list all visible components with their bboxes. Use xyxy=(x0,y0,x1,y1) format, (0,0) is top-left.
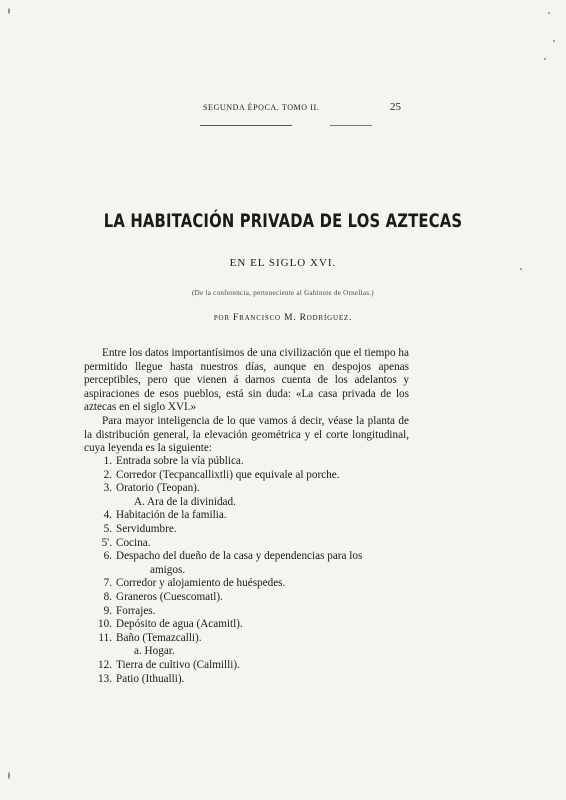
legend-text: a. Hogar. xyxy=(134,645,175,658)
legend-text: Cocina. xyxy=(116,536,151,549)
legend-text: Corredor y alojamiento de huéspedes. xyxy=(116,577,286,590)
article-author: por Francisco M. Rodríguez. xyxy=(213,313,353,323)
legend-number: 8. xyxy=(103,591,112,603)
legend-number: 5. xyxy=(103,523,112,535)
legend-text: Corredor (Tecpancallixtli) que equivale al porche. xyxy=(116,468,340,481)
legend-number: 9. xyxy=(103,604,112,617)
legend-text: Tierra de cultivo (Calmilli). xyxy=(116,659,240,671)
legend-text: Despacho del dueño de la casa y dependencias para los xyxy=(116,550,363,563)
scan-mark xyxy=(520,268,522,270)
legend-text: Habitación de la familia. xyxy=(116,509,227,522)
page-number: 25 xyxy=(390,101,401,113)
legend-number: 6. xyxy=(103,550,112,563)
legend-text: Graneros (Cuescomatl). xyxy=(116,591,223,603)
scan-mark xyxy=(548,12,550,14)
header-rule xyxy=(200,125,292,126)
legend-number: 4. xyxy=(103,509,112,522)
article-note: (De la conferencia, perteneciente al Gabinete de Ornellas.) xyxy=(192,289,374,297)
paragraph-intro: Entre los datos importantísimos de una civilización que el tiempo ha permitido llegue hasta nuestros días, aunque en despojos apenas perceptibles, pero que vienen á darnos cuenta de los adelantos y aspiraciones de esos pueblos, está sin duda: «La casa privada de los aztecas en el siglo XVI.» xyxy=(84,347,409,414)
legend-number: 12. xyxy=(98,659,112,671)
legend-number: 3. xyxy=(103,482,112,495)
running-title: SEGUNDA ÉPOCA. TOMO II. xyxy=(203,103,320,112)
legend-number: 5'. xyxy=(101,536,112,549)
legend-number: 2. xyxy=(103,468,112,481)
legend-text: Oratorio (Teopan). xyxy=(116,482,200,495)
scan-mark xyxy=(8,8,10,14)
legend-text: Servidumbre. xyxy=(116,523,177,535)
legend-text: Baño (Temazcalli). xyxy=(116,631,202,644)
legend-number: 13. xyxy=(98,672,112,685)
article-title: LA HABITACIÓN PRIVADA DE LOS AZTECAS xyxy=(103,210,463,232)
legend-number: 10. xyxy=(98,618,112,631)
legend-number: 7. xyxy=(103,577,112,590)
legend-text: Forrajes. xyxy=(116,604,156,617)
scan-mark xyxy=(8,772,10,779)
legend-text: A. Ara de la divinidad. xyxy=(134,495,236,508)
header-rule-right xyxy=(330,125,372,126)
legend-number: 11. xyxy=(98,631,112,644)
legend-text: Entrada sobre la vía pública. xyxy=(116,455,244,467)
legend-text: Patio (Ithualli). xyxy=(116,672,185,685)
running-header xyxy=(0,103,566,119)
legend-text: Depósito de agua (Acamitl). xyxy=(116,618,243,631)
legend-text-continuation: amigos. xyxy=(150,563,186,576)
legend-number: 1. xyxy=(103,455,112,467)
scan-mark xyxy=(544,58,546,60)
paragraph-legend-intro: Para mayor inteligencia de lo que vamos á decir, véase la planta de la distribución general, la elevación geométrica y el corte longitudinal, cuya leyenda es la siguiente: xyxy=(84,415,409,455)
article-subtitle: EN EL SIGLO XVI. xyxy=(229,257,337,269)
scan-mark xyxy=(553,40,555,42)
